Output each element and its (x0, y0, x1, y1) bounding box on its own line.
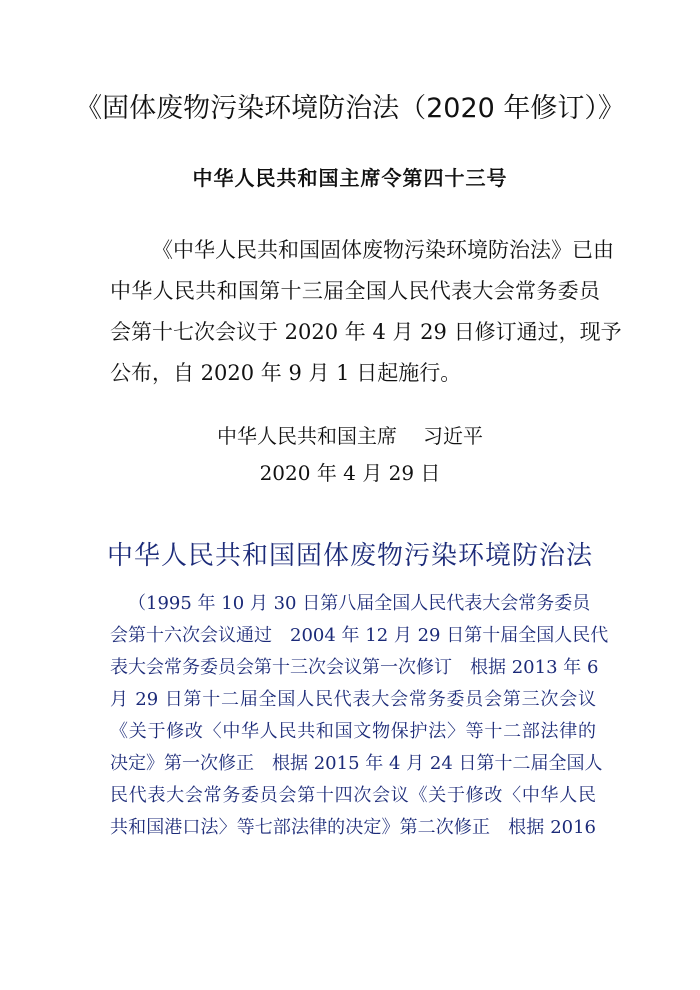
signature-date: 2020 年 4 月 29 日 (259, 461, 441, 485)
promulgation-line: 公布，自 2020 年 9 月 1 日起施行。 (110, 361, 462, 385)
history-line: 《关于修改〈中华人民共和国文物保护法〉等十二部法律的 (110, 721, 596, 742)
decree-number: 中华人民共和国主席令第四十三号 (192, 166, 508, 190)
history-line: 民代表大会常务委员会第十四次会议《关于修改〈中华人民 (110, 785, 596, 806)
history-line: 会第十六次会议通过 2004 年 12 月 29 日第十届全国人民代 (110, 625, 609, 646)
history-line: 表大会常务委员会第十三次会议第一次修订 根据 2013 年 6 (110, 657, 599, 678)
history-line: 决定》第一次修正 根据 2015 年 4 月 24 日第十二届全国人 (110, 753, 603, 774)
promulgation-paragraph (110, 230, 622, 394)
law-title: 中华人民共和国固体废物污染环境防治法 (106, 541, 593, 571)
signatory-title: 中华人民共和国主席 (217, 424, 397, 448)
signatory-name: 习近平 (423, 424, 483, 448)
history-line: 共和国港口法〉等七部法律的决定》第二次修正 根据 2016 (110, 817, 596, 838)
history-line: 月 29 日第十二届全国人民代表大会常务委员会第三次会议 (110, 689, 596, 710)
promulgation-line: 中华人民共和国第十三届全国人民代表大会常务委员 (110, 279, 600, 303)
document-title: 《固体废物污染环境防治法（2020 年修订）》 (75, 93, 625, 124)
promulgation-line: 会第十七次会议于 2020 年 4 月 29 日修订通过，现予 (110, 320, 622, 344)
promulgation-line: 《中华人民共和国固体废物污染环境防治法》已由 (152, 238, 614, 262)
amendment-history (110, 588, 609, 844)
history-line: （1995 年 10 月 30 日第八届全国人民代表大会常务委员 (128, 593, 591, 614)
signature-block (0, 420, 700, 449)
